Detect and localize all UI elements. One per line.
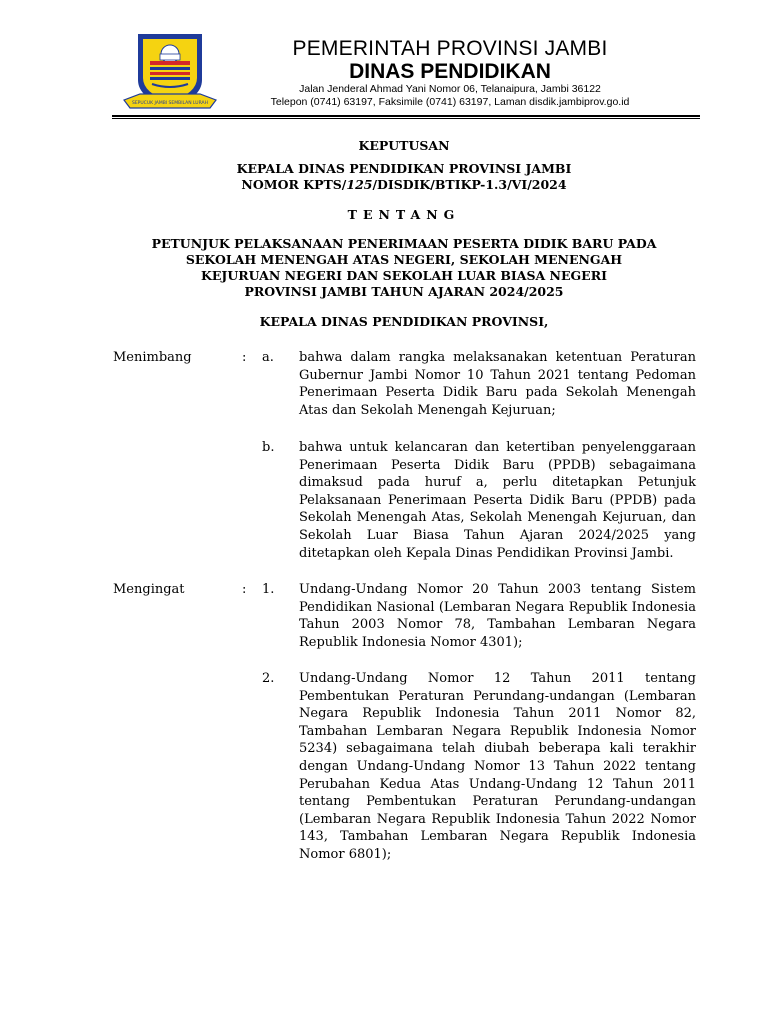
tentang-heading: TENTANG — [347, 207, 461, 222]
decree-subject-line: PETUNJUK PELAKSANAAN PENERIMAAN PESERTA DIDIK BARU PADA — [151, 236, 657, 251]
menimbang-label: Menimbang — [113, 350, 192, 365]
decree-subject-line: PROVINSI JAMBI TAHUN AJARAN 2024/2025 — [244, 284, 564, 299]
letterhead-divider-thin — [112, 118, 700, 119]
menimbang-marker-b: b. — [262, 440, 275, 455]
decree-issuer: KEPALA DINAS PENDIDIKAN PROVINSI JAMBI — [236, 161, 572, 176]
letterhead-divider — [112, 115, 700, 117]
mengingat-item-1: Undang-Undang Nomor 20 Tahun 2003 tentang Sistem Pendidikan Nasional (Lembaran Negara Republik Indonesia Tahun 2003 Nomor 78, Tambahan Lembaran Negara Republik Indonesia Nomor 4301); — [299, 582, 696, 650]
issuer-preamble: KEPALA DINAS PENDIDIKAN PROVINSI, — [259, 314, 549, 329]
decree-number-prefix: NOMOR KPTS/ — [241, 177, 347, 192]
menimbang-item-a: bahwa dalam rangka melaksanakan ketentuan Peraturan Gubernur Jambi Nomor 10 Tahun 2021 tentang Pedoman Penerimaan Peserta Didik Baru pada Sekolah Menengah Atas dan Sekolah Menengah Kejuruan; — [299, 350, 696, 418]
decree-number — [90, 177, 718, 193]
decree-number-suffix: /DISDIK/BTIKP-1.3/VI/2024 — [372, 177, 567, 192]
mengingat-item-2: Undang-Undang Nomor 12 Tahun 2011 tentang Pembentukan Peraturan Perundang-undangan (Lembaran Negara Republik Indonesia Tahun 2011 Nomor 82, Tambahan Lembaran Negara Republik Indonesia Nomor 5234) sebagaimana telah diubah beberapa kali terakhir dengan Undang-Undang Nomor 13 Tahun 2022 tentang Perubahan Kedua Atas Undang-Undang 12 Tahun 2011 tentang Pembentukan Peraturan Perundang-undangan (Lembaran Negara Republik Indonesia Tahun 2022 Nomor 143, Tambahan Lembaran Negara Republik Indonesia Nomor 6801); — [299, 671, 696, 862]
menimbang-colon: : — [242, 350, 247, 365]
decree-subject — [90, 236, 718, 300]
menimbang-marker-a: a. — [262, 350, 274, 365]
letterhead-address-block — [240, 83, 660, 109]
emblem-motto: SEPUCUK JAMBI SEMBILAN LURAH — [131, 101, 209, 106]
jambi-province-emblem-icon — [120, 28, 220, 118]
decree-subject-line: SEKOLAH MENENGAH ATAS NEGERI, SEKOLAH MENENGAH — [185, 252, 623, 267]
mengingat-label: Mengingat — [113, 582, 185, 597]
letterhead-contact: Telepon (0741) 63197, Faksimile (0741) 63197, Laman disdik.jambiprov.go.id — [270, 96, 630, 108]
decree-subject-line: KEJURUAN NEGERI DAN SEKOLAH LUAR BIASA NEGERI — [201, 268, 607, 283]
mengingat-marker-2: 2. — [262, 671, 275, 686]
mengingat-colon: : — [242, 582, 247, 597]
decree-number-value: 125 — [346, 177, 373, 192]
decree-title: KEPUTUSAN — [358, 138, 450, 153]
letterhead-government: PEMERINTAH PROVINSI JAMBI — [292, 37, 608, 60]
letterhead-department: DINAS PENDIDIKAN — [349, 60, 551, 83]
letterhead-address: Jalan Jenderal Ahmad Yani Nomor 06, Telanaipura, Jambi 36122 — [299, 83, 601, 95]
menimbang-item-b: bahwa untuk kelancaran dan ketertiban penyelenggaraan Penerimaan Peserta Didik Baru (PPDB) sebagaimana dimaksud pada huruf a, perlu ditetapkan Petunjuk Pelaksanaan Penerimaan Peserta Didik Baru (PPDB) pada Sekolah Menengah Atas, Sekolah Menengah Kejuruan, dan Sekolah Luar Biasa Tahun Ajaran 2024/2025 yang ditetapkan oleh Kepala Dinas Pendidikan Provinsi Jambi. — [299, 440, 696, 561]
mengingat-marker-1: 1. — [262, 582, 275, 597]
